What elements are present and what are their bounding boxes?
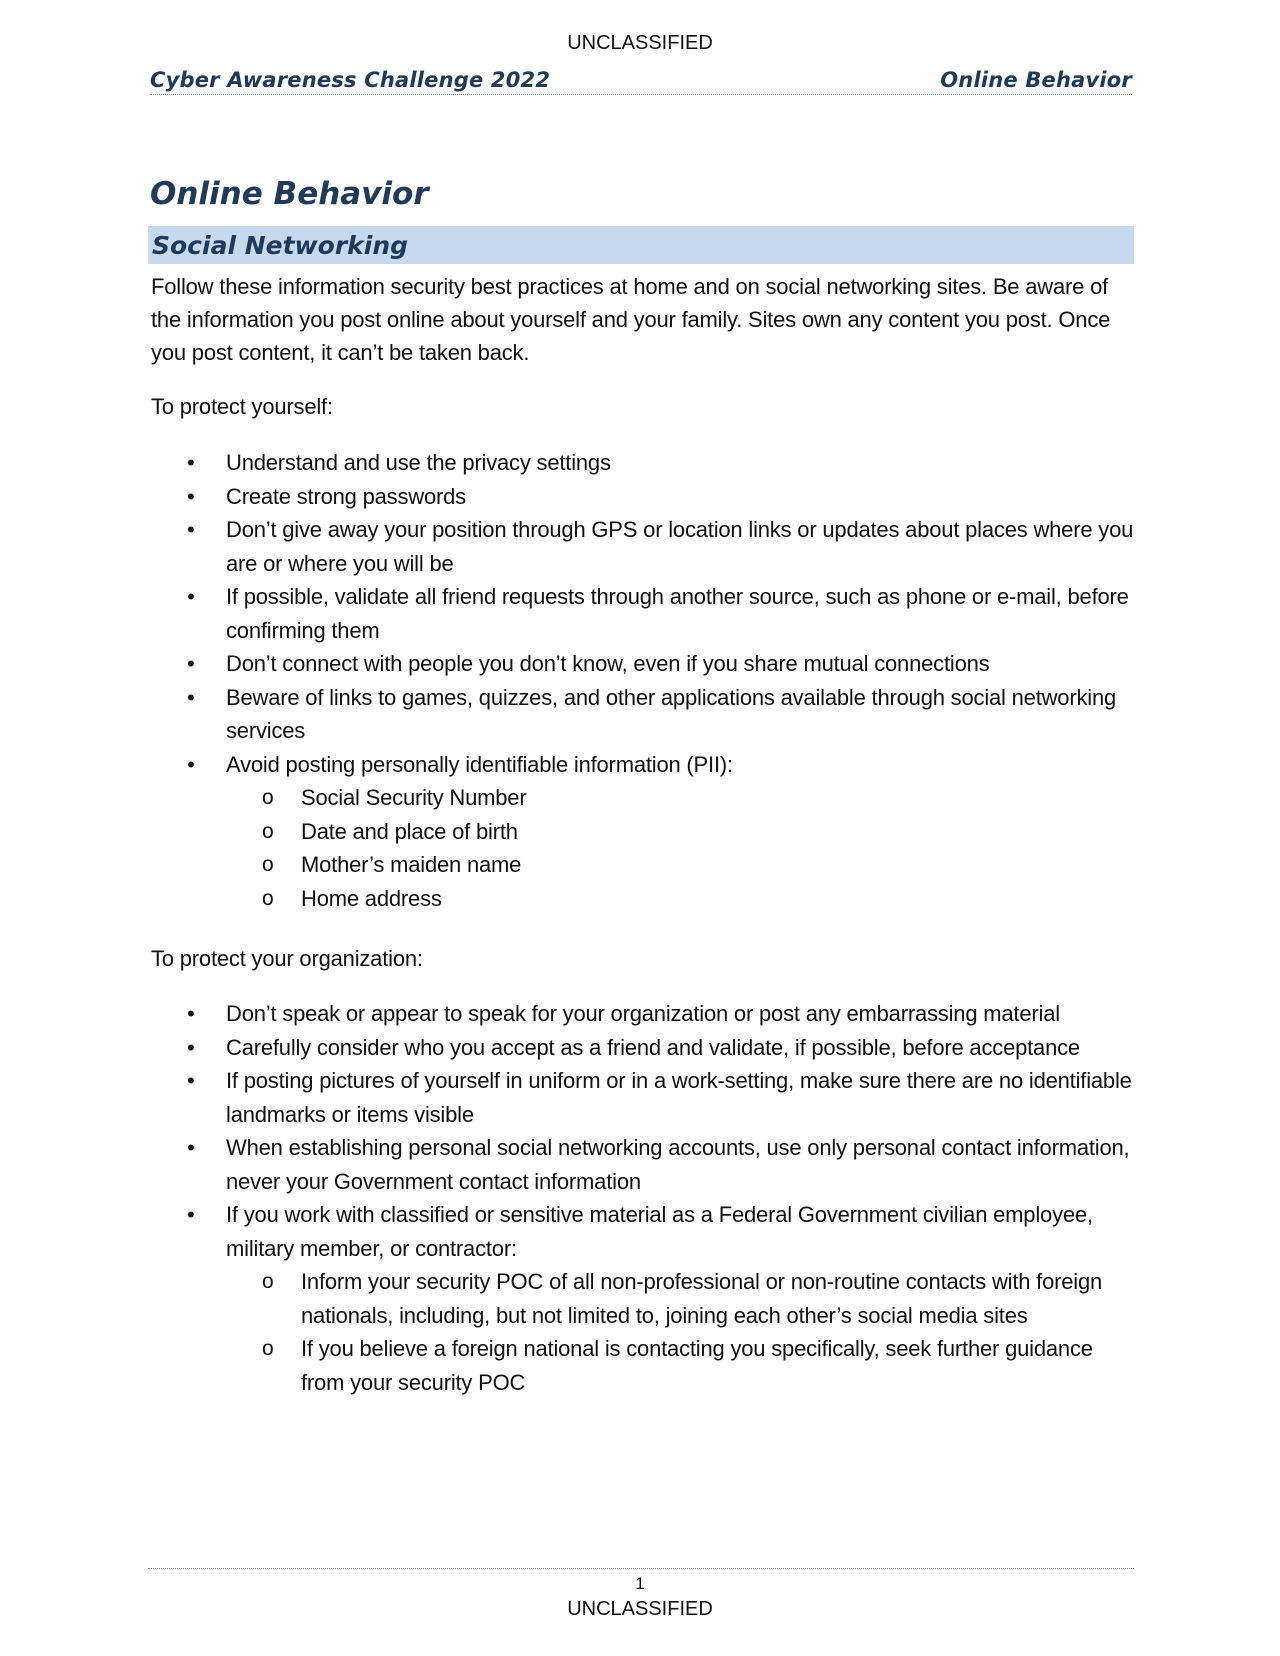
hollow-bullet-icon: o — [262, 819, 274, 843]
list-item: • Create strong passwords — [151, 480, 1136, 514]
list-item: • If possible, validate all friend requests through another source, such as phone or e-mail, before confirming them — [151, 580, 1136, 647]
footer-divider — [148, 1568, 1134, 1569]
sub-list-item: o If you believe a foreign national is contacting you specifically, seek further guidance from your security POC — [226, 1332, 1136, 1399]
list-item: • When establishing personal social networking accounts, use only personal contact information, never your Government contact information — [151, 1131, 1136, 1198]
sub-list-item: o Date and place of birth — [226, 815, 1136, 849]
protect-yourself-heading: To protect yourself: — [151, 394, 333, 419]
bullet-icon: • — [187, 1034, 195, 1060]
hollow-bullet-icon: o — [262, 886, 274, 910]
list-item: • If you work with classified or sensitive material as a Federal Government civilian employee, military member, or contractor: o Inform your security POC of all non-professional or non-routine contacts with foreign nationals, including, but not limited to, joining each other’s social media sites o If you believe a foreign national is contacting you specifically, seek further guidance from your security POC — [151, 1198, 1136, 1399]
header-section-title: Online Behavior — [940, 68, 1132, 92]
sub-list-item: o Social Security Number — [226, 781, 1136, 815]
bullet-icon: • — [187, 584, 195, 609]
sub-list-item: o Mother’s maiden name — [226, 848, 1136, 882]
bullet-icon: • — [187, 1135, 195, 1160]
section-heading: Social Networking — [152, 230, 409, 260]
list-item: • Understand and use the privacy settings — [151, 446, 1136, 480]
page-title: Online Behavior — [150, 176, 429, 212]
section-heading-band — [148, 226, 1134, 264]
bullet-icon: • — [187, 751, 195, 777]
classified-sublist — [226, 1265, 1136, 1399]
bullet-icon: • — [187, 517, 195, 542]
intro-paragraph: Follow these information security best practices at home and on social networking sites. Be aware of the information you post online about yourself and your family. Sites own any content you post. Once you post content, it can’t be taken back. — [151, 274, 1111, 365]
bullet-icon: • — [187, 651, 195, 676]
bullet-icon: • — [187, 1202, 195, 1227]
hollow-bullet-icon: o — [262, 853, 274, 876]
bullet-icon: • — [187, 1001, 195, 1026]
header-document-title: Cyber Awareness Challenge 2022 — [150, 68, 551, 92]
page-number: 1 — [635, 1574, 645, 1593]
protect-yourself-list — [151, 446, 1136, 915]
hollow-bullet-icon: o — [262, 1270, 274, 1293]
sub-list-item: o Home address — [226, 882, 1136, 916]
list-item: • Carefully consider who you accept as a friend and validate, if possible, before acceptance — [151, 1031, 1136, 1065]
hollow-bullet-icon: o — [262, 1337, 274, 1360]
list-item: • If posting pictures of yourself in uniform or in a work-setting, make sure there are no identifiable landmarks or items visible — [151, 1064, 1136, 1131]
bullet-icon: • — [187, 450, 195, 475]
bullet-icon: • — [187, 1068, 195, 1093]
bullet-icon: • — [187, 684, 195, 710]
hollow-bullet-icon: o — [262, 786, 274, 809]
classification-bottom: UNCLASSIFIED — [567, 1598, 713, 1620]
bullet-icon: • — [187, 483, 195, 509]
list-item: • Beware of links to games, quizzes, and other applications available through social networking services — [151, 681, 1136, 748]
list-item: • Don’t connect with people you don’t know, even if you share mutual connections — [151, 647, 1136, 681]
protect-organization-heading: To protect your organization: — [151, 946, 423, 971]
pii-sublist — [226, 781, 1136, 915]
classification-top: UNCLASSIFIED — [567, 32, 713, 54]
list-item: • Don’t speak or appear to speak for your organization or post any embarrassing material — [151, 997, 1136, 1031]
list-item: • Don’t give away your position through GPS or location links or updates about places where you are or where you will be — [151, 513, 1136, 580]
list-item: • Avoid posting personally identifiable information (PII): o Social Security Number o Date and place of birth o Mother’s maiden name o Home address — [151, 748, 1136, 916]
page-header — [150, 62, 1132, 95]
sub-list-item: o Inform your security POC of all non-professional or non-routine contacts with foreign nationals, including, but not limited to, joining each other’s social media sites — [226, 1265, 1136, 1332]
protect-organization-list — [151, 997, 1136, 1399]
